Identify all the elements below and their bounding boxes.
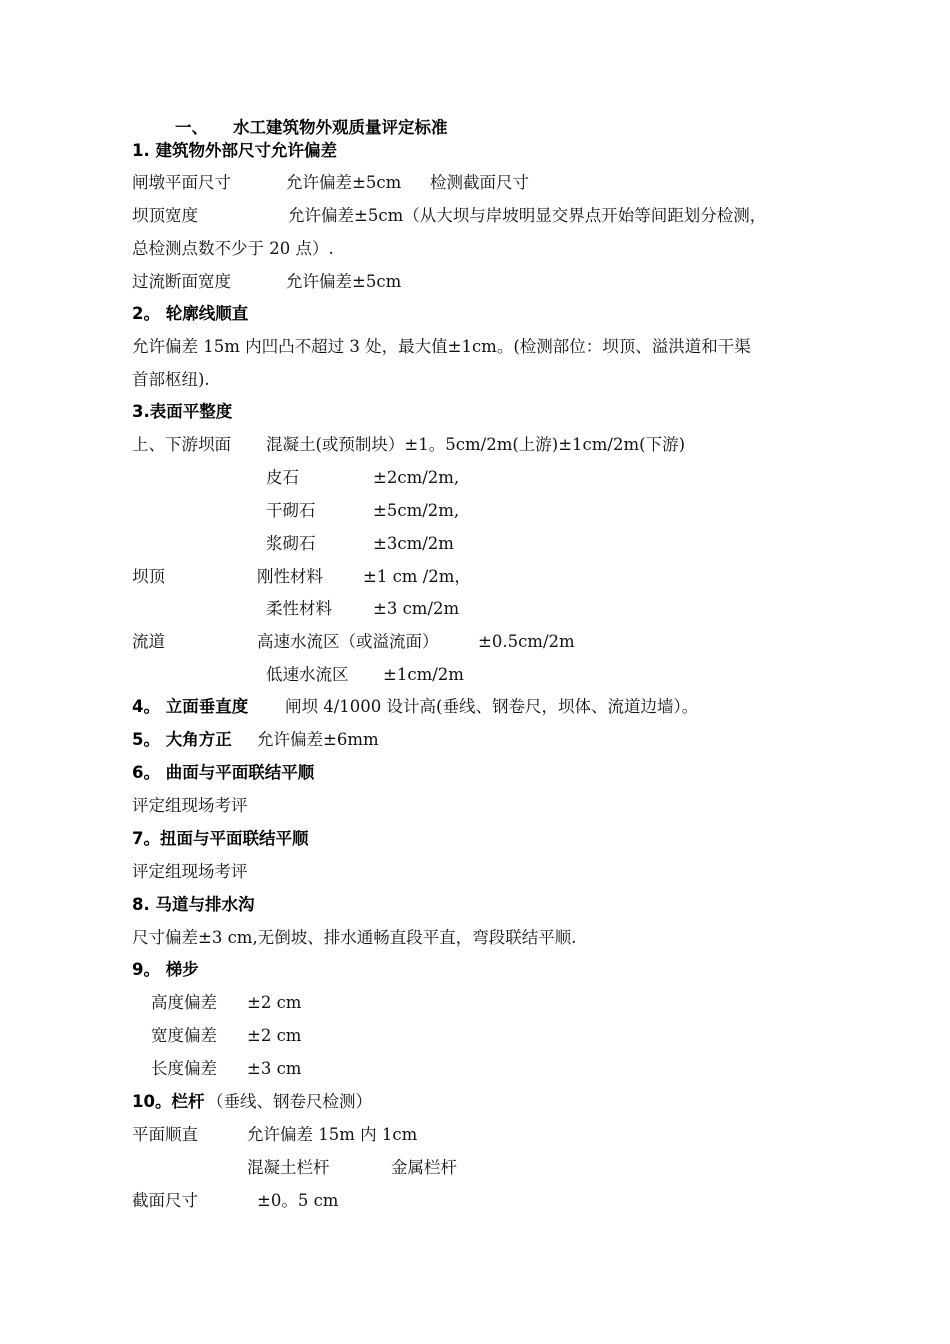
s10-note: （垂线、钢卷尺检测） [207, 1092, 372, 1111]
section-10-heading: 10。栏杆 [132, 1092, 205, 1111]
s1-row2-continuation: 总检测点数不少于 20 点）. [132, 239, 334, 258]
section-9-heading: 9。 梯步 [132, 960, 199, 979]
s10-row1-value: 允许偏差 15m 内 1cm [247, 1125, 418, 1144]
s9-row2-value: ±2 cm [247, 1026, 302, 1045]
s9-row1-label: 高度偏差 [151, 993, 217, 1012]
s1-row1-note: 检测截面尺寸 [430, 173, 529, 192]
s3-row2-material: 皮石 [266, 468, 299, 487]
s1-row1-tolerance: 允许偏差±5cm [286, 173, 402, 192]
section-1-heading: 1. 建筑物外部尺寸允许偏差 [132, 141, 337, 160]
s10-row1-label: 平面顺直 [132, 1125, 198, 1144]
section-8-heading: 8. 马道与排水沟 [132, 895, 255, 914]
s3-row6-material: 柔性材料 [266, 599, 332, 618]
s1-row2-tolerance: 允许偏差±5cm（从大坝与岸坡明显交界点开始等间距划分检测， [288, 206, 767, 225]
s1-row1-label: 闸墩平面尺寸 [132, 173, 231, 192]
s10-row2-concrete: 混凝土栏杆 [247, 1158, 330, 1177]
s9-row2-label: 宽度偏差 [151, 1026, 217, 1045]
title-number: 一、 [175, 118, 208, 137]
s7-text: 评定组现场考评 [132, 862, 248, 881]
section-5-heading: 5。 大角方正 [132, 730, 232, 749]
section-4-heading: 4。 立面垂直度 [132, 697, 249, 716]
s6-text: 评定组现场考评 [132, 796, 248, 815]
section-6-heading: 6。 曲面与平面联结平顺 [132, 763, 315, 782]
s9-row3-label: 长度偏差 [151, 1059, 217, 1078]
s3-row8-zone: 低速水流区 [266, 665, 349, 684]
s4-text: 闸坝 4/1000 设计高(垂线、钢卷尺，坝体、流道边墙）。 [285, 697, 699, 716]
s9-row3-value: ±3 cm [247, 1059, 302, 1078]
s3-row1-value: 混凝土(或预制块）±1。5cm/2m(上游)±1cm/2m(下游) [266, 435, 686, 454]
s3-row7-label: 流道 [132, 632, 165, 651]
s10-row3-value: ±0。5 cm [257, 1191, 339, 1210]
s1-row2-label: 坝顶宽度 [132, 206, 198, 225]
section-2-heading: 2。 轮廓线顺直 [132, 304, 249, 323]
s9-row1-value: ±2 cm [247, 993, 302, 1012]
s3-row3-tolerance: ±5cm/2m, [373, 501, 460, 520]
s1-row3-label: 过流断面宽度 [132, 272, 231, 291]
section-3-heading: 3.表面平整度 [132, 402, 233, 421]
s3-row4-material: 浆砌石 [266, 534, 316, 553]
s1-row3-tolerance: 允许偏差±5cm [286, 272, 402, 291]
s10-row3-label: 截面尺寸 [132, 1191, 198, 1210]
s10-row2-metal: 金属栏杆 [391, 1158, 457, 1177]
s2-line1: 允许偏差 15m 内凹凸不超过 3 处，最大值±1cm。(检测部位：坝顶、溢洪道和干渠 [132, 337, 751, 356]
section-7-heading: 7。扭面与平面联结平顺 [132, 829, 309, 848]
s3-row8-tolerance: ±1cm/2m [383, 665, 464, 684]
s3-row5-label: 坝顶 [132, 567, 165, 586]
s3-row5-material: 刚性材料 [257, 567, 323, 586]
s3-row1-label: 上、下游坝面 [132, 435, 231, 454]
s3-row5-tolerance: ±1 cm /2m， [363, 567, 471, 586]
s3-row7-zone: 高速水流区（或溢流面） [257, 632, 439, 651]
s3-row7-tolerance: ±0.5cm/2m [478, 632, 575, 651]
s3-row6-tolerance: ±3 cm/2m [373, 599, 460, 618]
s3-row4-tolerance: ±3cm/2m [373, 534, 454, 553]
s8-text: 尺寸偏差±3 cm,无倒坡、排水通畅直段平直，弯段联结平顺. [132, 928, 577, 947]
page-title: 水工建筑物外观质量评定标准 [233, 118, 448, 137]
s5-text: 允许偏差±6mm [257, 730, 379, 749]
s2-line2: 首部枢纽). [132, 370, 210, 389]
s3-row2-tolerance: ±2cm/2m, [373, 468, 460, 487]
s3-row3-material: 干砌石 [266, 501, 316, 520]
